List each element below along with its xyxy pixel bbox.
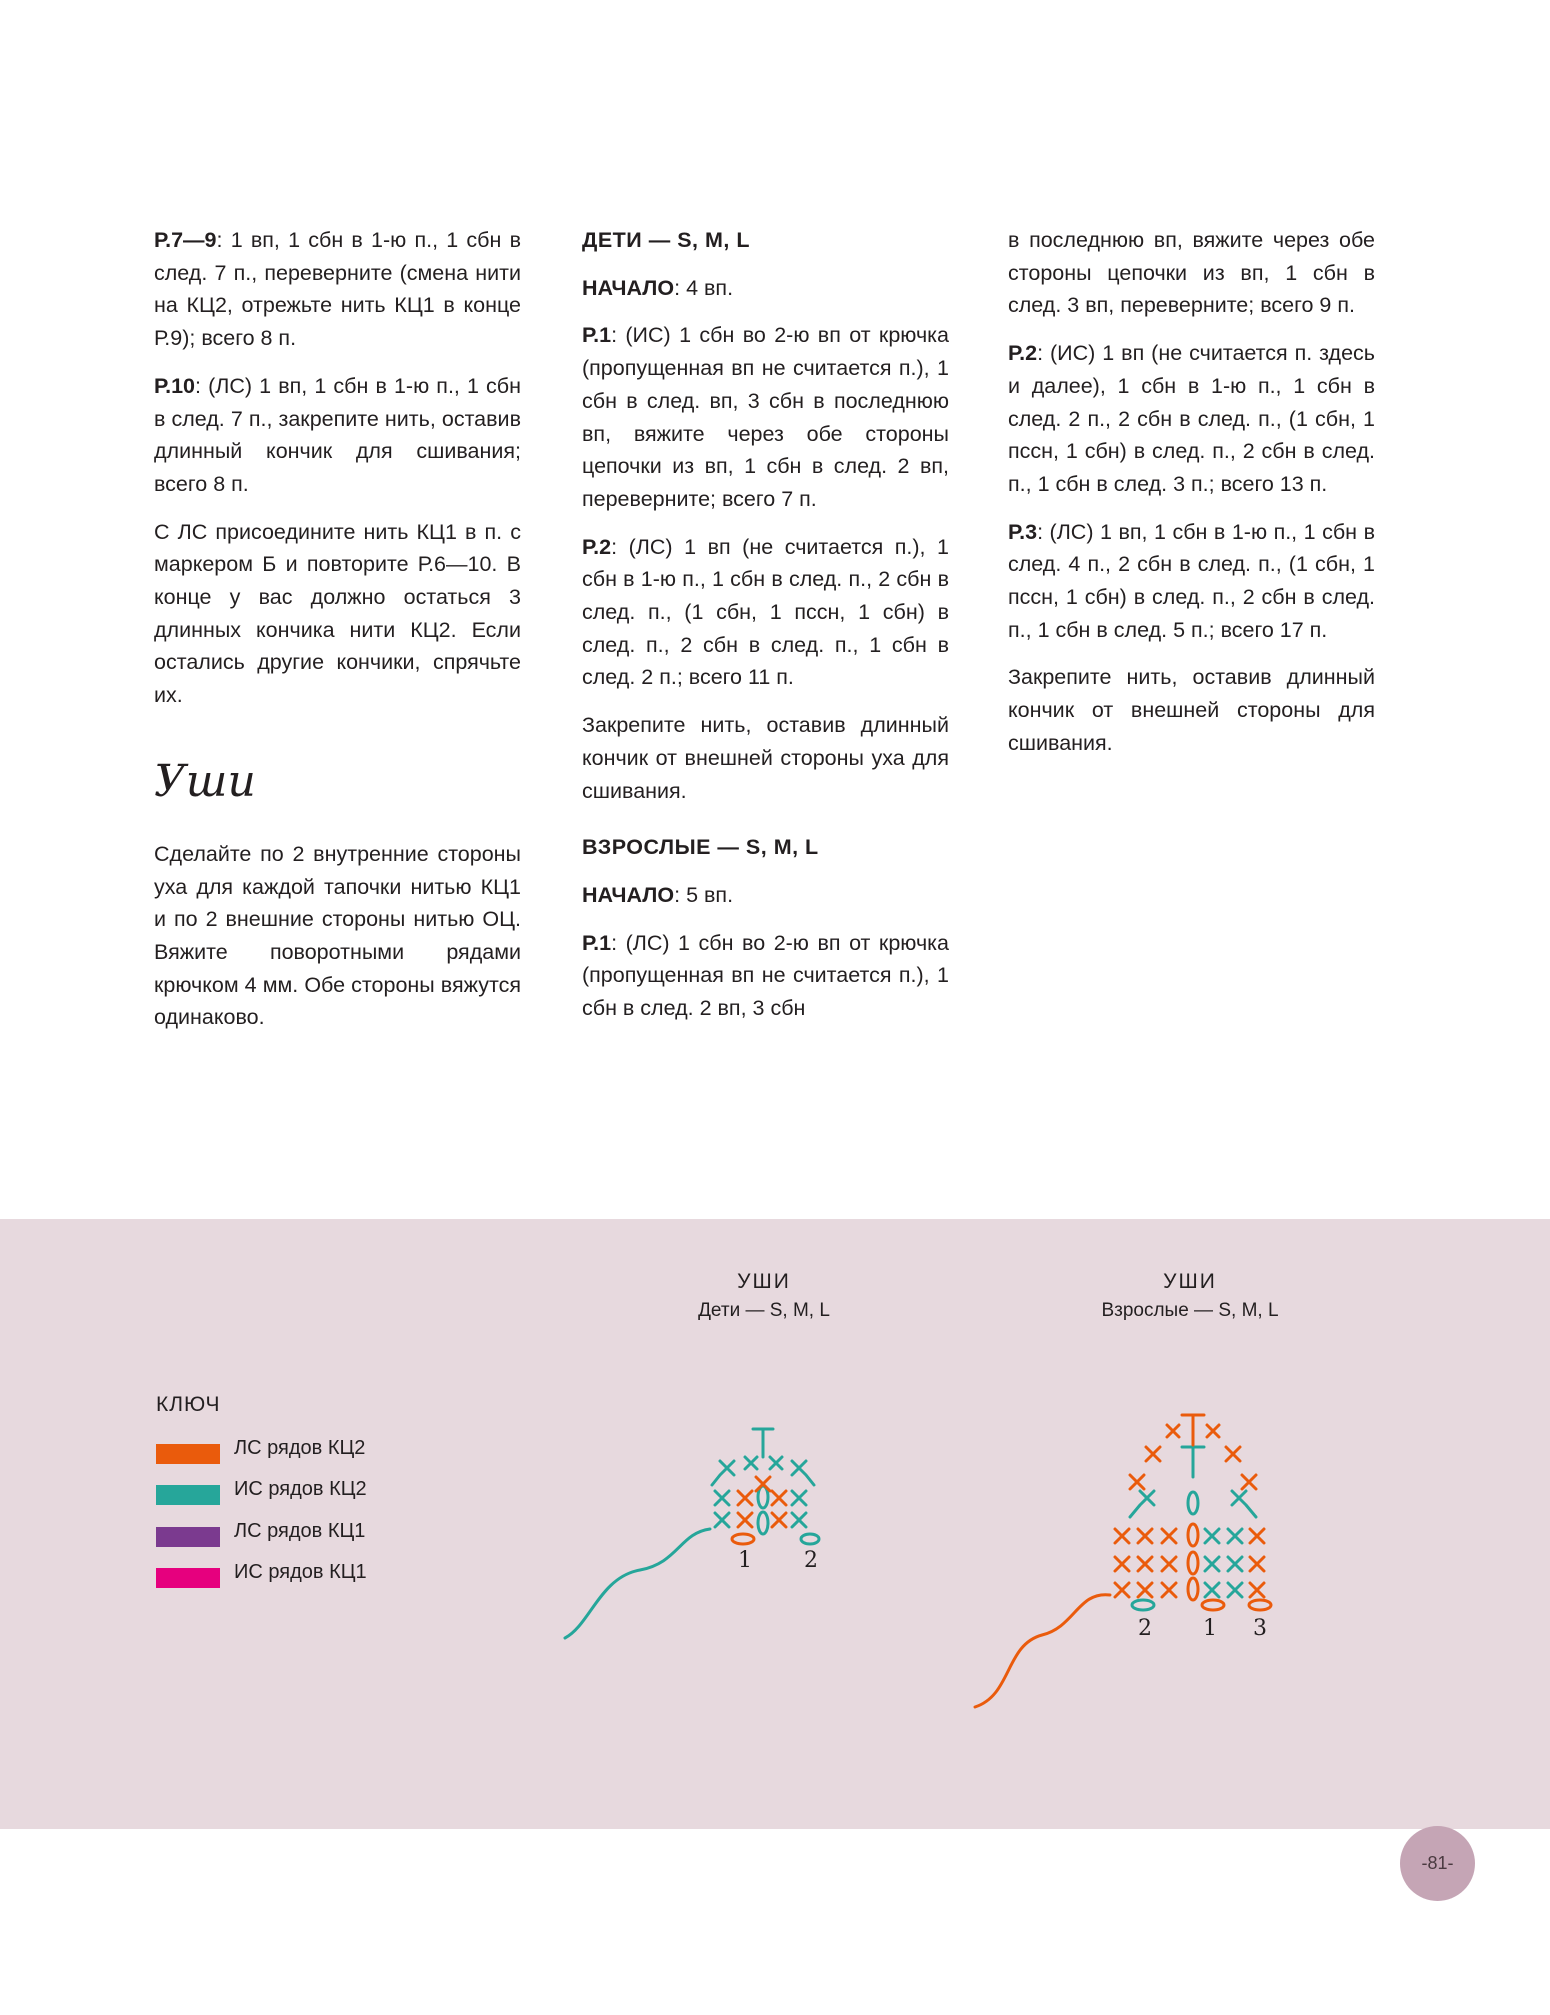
heading-adults: ВЗРОСЛЫЕ — S, M, L <box>582 835 819 860</box>
diagram-adults-subtitle: Взрослые — S, M, L <box>1101 1300 1279 1321</box>
yarn-tail <box>565 1529 710 1638</box>
sc-stitch <box>1162 1557 1176 1571</box>
paragraph-start-kids <box>582 272 949 305</box>
sc-stitch <box>1167 1425 1179 1437</box>
sc-stitch <box>1205 1529 1219 1543</box>
tc-stitch <box>753 1429 773 1457</box>
inc-stitch <box>1130 1491 1154 1517</box>
paragraph-rows-7-9 <box>154 224 521 355</box>
crochet-chart-kids <box>560 1395 860 1675</box>
key-swatch <box>156 1444 220 1464</box>
paragraph-continued: в последнюю вп, вяжите через обе стороны цепочки из вп, 1 сбн в след. 3 вп, переверните; всего 9 п. <box>1008 228 1375 318</box>
sc-stitch <box>1250 1557 1264 1571</box>
start-text: : 4 вп. <box>674 275 734 300</box>
sc-stitch <box>715 1491 729 1505</box>
chain-stitch <box>1249 1600 1271 1610</box>
diagram-kids-subtitle: Дети — S, M, L <box>698 1300 830 1321</box>
chain-stitch <box>1188 1578 1198 1600</box>
inc-stitch <box>1226 1447 1240 1461</box>
sc-stitch <box>738 1513 752 1527</box>
row-text: : (ИС) 1 вп (не считается п. здесь и далее), 1 сбн в 1-ю п., 1 сбн в след. 2 п., 2 сбн в след. п., (1 сбн, 1 пссн, 1 сбн) в след. п., 2 сбн в след. п., 1 сбн в след. 3 п.; всего 13 п. <box>1008 341 1375 496</box>
row-text: : (ИС) 1 сбн во 2-ю вп от крючка (пропущенная вп не считается п.), 1 сбн в след. вп, 3 сбн в последнюю вп, вяжите через обе стороны цепочки из вп, 1 сбн в след. 2 вп, переверните; всего 7 п. <box>582 323 949 511</box>
sc-stitch <box>1205 1557 1219 1571</box>
chain-stitch <box>1202 1600 1224 1610</box>
tc-stitch <box>1182 1415 1204 1445</box>
sc-stitch <box>1228 1557 1242 1571</box>
sc-stitch <box>1138 1583 1152 1597</box>
chart-row-label: 3 <box>1253 1616 1267 1641</box>
key-swatch <box>156 1527 220 1547</box>
sc-stitch <box>1228 1529 1242 1543</box>
chain-stitch <box>758 1512 768 1534</box>
tc-stitch <box>1182 1447 1204 1477</box>
paragraph-r1-kids <box>582 319 949 515</box>
sc-stitch <box>1115 1557 1129 1571</box>
inc-stitch <box>1146 1447 1160 1461</box>
sc-stitch <box>792 1491 806 1505</box>
row-label: Р.1 <box>582 323 612 348</box>
key-label: ЛС рядов КЦ2 <box>234 1437 366 1459</box>
sc-stitch <box>1250 1529 1264 1543</box>
row-text: : (ЛС) 1 вп, 1 сбн в 1-ю п., 1 сбн в след. 4 п., 2 сбн в след. п., (1 сбн, 1 пссн, 1 сбн) в след. п., 2 сбн в след. п., 1 сбн в след. 5 п.; всего 17 п. <box>1008 519 1375 642</box>
chain-stitch <box>1188 1492 1198 1514</box>
page-number: -81- <box>1400 1826 1475 1901</box>
key-swatch <box>156 1568 220 1588</box>
sc-stitch <box>1138 1529 1152 1543</box>
diagram-kids-title: УШИ <box>737 1270 791 1293</box>
inc-stitch <box>712 1461 734 1485</box>
inc-stitch <box>792 1461 814 1485</box>
paragraph-start-adults <box>582 879 949 912</box>
row-text: : (ЛС) 1 сбн во 2-ю вп от крючка (пропущенная вп не считается п.), 1 сбн в след. 2 вп, 3 сбн <box>582 930 949 1021</box>
chart-row-label: 1 <box>738 1548 752 1573</box>
row-label: Р.2 <box>582 534 612 559</box>
sc-stitch <box>756 1477 770 1491</box>
key-label: ИС рядов КЦ1 <box>234 1561 367 1583</box>
key-label: ЛС рядов КЦ1 <box>234 1520 366 1542</box>
sc-stitch <box>792 1513 806 1527</box>
sc-stitch <box>1205 1583 1219 1597</box>
sc-stitch <box>1228 1583 1242 1597</box>
chain-stitch <box>1132 1600 1154 1610</box>
inc-stitch <box>1130 1475 1144 1489</box>
sc-stitch <box>1162 1529 1176 1543</box>
sc-stitch <box>1162 1583 1176 1597</box>
chain-stitch <box>1188 1524 1198 1546</box>
paragraph-r3-adults <box>1008 516 1375 647</box>
section-title-ears: Уши <box>154 755 256 807</box>
chart-row-label: 1 <box>1203 1616 1217 1641</box>
row-label: Р.10 <box>154 373 196 398</box>
row-label: Р.7—9 <box>154 228 217 252</box>
yarn-tail <box>975 1595 1110 1707</box>
inc-stitch <box>1242 1475 1256 1489</box>
row-label: Р.3 <box>1008 519 1038 544</box>
paragraph-row-10 <box>154 370 521 501</box>
sc-stitch <box>1138 1557 1152 1571</box>
sc-stitch <box>715 1513 729 1527</box>
chain-stitch <box>1188 1552 1198 1574</box>
chart-row-label: 2 <box>804 1548 818 1573</box>
sc-stitch <box>1207 1425 1219 1437</box>
chain-stitch <box>732 1534 754 1544</box>
start-text: : 5 вп. <box>674 882 734 907</box>
text-column-1 <box>154 224 521 1049</box>
row-text: : 1 вп, 1 сбн в 1-ю п., 1 сбн в след. 7 п., переверните (смена нити на КЦ2, отрежьте нить КЦ1 в конце Р.9); всего 8 п. <box>154 228 521 351</box>
paragraph-ears-intro: Сделайте по 2 внутренние стороны уха для каждой тапочки нитью КЦ1 и по 2 внешние стороны нитью ОЦ. Вяжите поворотными рядами крючком 4 мм. Обе стороны вяжутся одинаково. <box>154 841 521 1030</box>
row-label: Р.1 <box>582 930 612 955</box>
key-label: ИС рядов КЦ2 <box>234 1478 367 1500</box>
key-title: КЛЮЧ <box>156 1393 221 1416</box>
start-label: НАЧАЛО <box>582 882 675 907</box>
paragraph-r2-kids <box>582 531 949 695</box>
chain-stitch <box>801 1534 819 1544</box>
row-label: Р.2 <box>1008 341 1038 366</box>
sc-stitch <box>1115 1583 1129 1597</box>
row-text: : (ЛС) 1 вп (не считается п.), 1 сбн в 1-ю п., 1 сбн в след. п., 2 сбн в след. п., (1 сбн, 1 пссн, 1 сбн) в след. п., 2 сбн в след. п., 1 сбн в след. 2 п.; всего 11 п. <box>582 534 949 690</box>
paragraph-rejoin: С ЛС присоедините нить КЦ1 в п. с маркером Б и повторите Р.6—10. В конце у вас должно остаться 3 длинных кончика нити КЦ2. Если остались другие кончики, спрячьте их. <box>154 519 521 708</box>
sc-stitch <box>1250 1583 1264 1597</box>
diagram-adults-title: УШИ <box>1163 1270 1217 1293</box>
chart-row-label: 2 <box>1138 1616 1152 1641</box>
paragraph-finish-adults: Закрепите нить, оставив длинный кончик от внешней стороны для сшивания. <box>1008 665 1375 755</box>
sc-stitch <box>745 1457 757 1469</box>
key-swatch <box>156 1485 220 1505</box>
row-text: : (ЛС) 1 вп, 1 сбн в 1-ю п., 1 сбн в след. 7 п., закрепите нить, оставив длинный кончик для сшивания; всего 8 п. <box>154 373 521 496</box>
sc-stitch <box>772 1513 786 1527</box>
sc-stitch <box>1115 1529 1129 1543</box>
crochet-chart-adults <box>960 1395 1300 1725</box>
sc-stitch <box>772 1491 786 1505</box>
text-column-3 <box>1008 224 1375 775</box>
sc-stitch <box>770 1457 782 1469</box>
sc-stitch <box>738 1491 752 1505</box>
paragraph-finish-kids: Закрепите нить, оставив длинный кончик от внешней стороны уха для сшивания. <box>582 713 949 803</box>
paragraph-r2-adults <box>1008 337 1375 501</box>
start-label: НАЧАЛО <box>582 275 675 300</box>
text-column-2 <box>582 224 949 1040</box>
heading-kids: ДЕТИ — S, M, L <box>582 228 750 252</box>
inc-stitch <box>1232 1491 1256 1517</box>
paragraph-r1-adults <box>582 927 949 1025</box>
